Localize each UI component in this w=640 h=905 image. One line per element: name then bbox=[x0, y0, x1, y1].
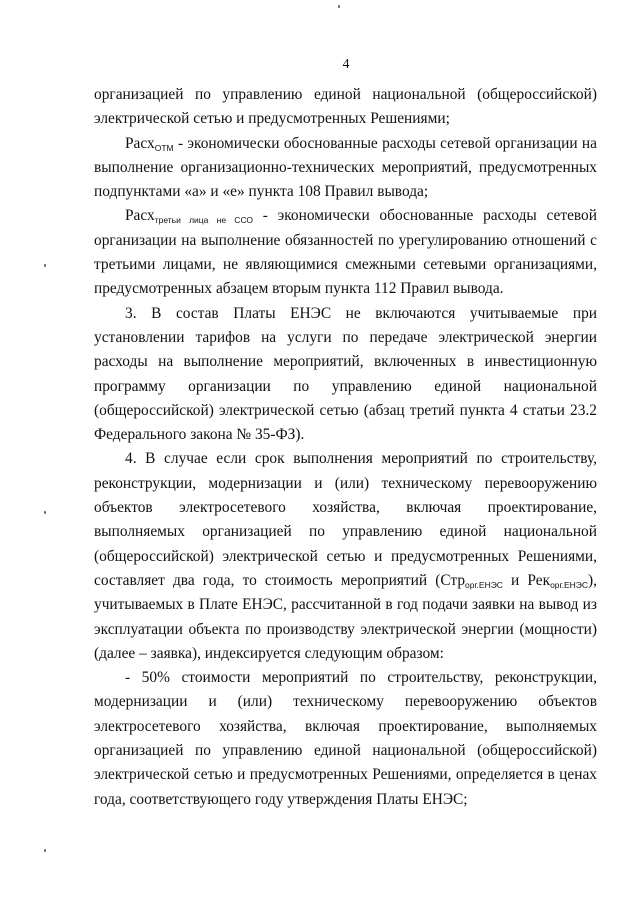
paragraph-rash-otm bbox=[94, 132, 597, 205]
paragraph-bullet-50-percent: - 50% стоимости мероприятий по строительству, реконструкции, модернизации и (или) техническому перевооружению объектов электросетевого хозяйства, включая проектирование, выполняемых организацией по управлению единой национальной (общероссийской) электрической сетью и предусмотренных Решениями, определяется в ценах года, соответствующего году утверждения Платы ЕНЭС; bbox=[94, 669, 597, 808]
paragraph-item-3: 3. В состав Платы ЕНЭС не включаются учитываемые при установлении тарифов на услуги по передаче электрической энергии расходы на выполнение мероприятий, включенных в инвестиционную программу организации по управлению единой национальной (общероссийской) электрической сетью (абзац третий пункта 4 статьи 23.2 Федерального закона № 35-ФЗ). bbox=[94, 304, 597, 444]
scan-dot bbox=[338, 5, 340, 8]
paragraph-text: ), учитываемых в Плате ЕНЭС, рассчитанной в год подачи заявки на вывод из эксплуатации объекта по производству электрической энергии (мощности) (далее – заявка), индексируется следующим образом: bbox=[94, 571, 597, 662]
formula-symbol: Стр bbox=[440, 571, 466, 589]
page-number: 4 bbox=[342, 57, 350, 72]
paragraph-item-4 bbox=[94, 447, 597, 666]
paragraph-text: 4. В случае если срок выполнения мероприятий по строительству, реконструкции, модернизации и (или) техническому перевооружению объектов электросетевого хозяйства, включая проектирование, выполняемых организацией по управлению единой национальной (общероссийской) электрической сетью и предусмотренных Решениями, составляет два года, то стоимость мероприятий ( bbox=[94, 450, 597, 589]
paragraph-rash-third-parties bbox=[94, 204, 597, 301]
formula-subscript: ОТМ bbox=[154, 142, 174, 153]
formula-subscript: орг.ЕНЭС bbox=[550, 579, 589, 590]
formula-subscript: третьи лица не ССО bbox=[154, 215, 254, 226]
paragraph-text: - экономически обоснованные расходы сетевой организации на выполнение обязанностей по урегулированию отношений с третьими лицами, не являющимися смежными сетевыми организациями, предусмотренных абзацем вторым пункта 112 Правил вывода. bbox=[94, 207, 597, 298]
scan-dot bbox=[44, 849, 46, 852]
scan-dot bbox=[44, 511, 46, 514]
paragraph-text: и bbox=[502, 571, 528, 589]
formula-symbol: Рек bbox=[527, 571, 551, 589]
paragraph-continuation: организацией по управлению единой национальной (общероссийской) электрической сетью и предусмотренных Решениями; bbox=[94, 86, 597, 128]
formula-symbol: Расх bbox=[125, 134, 155, 152]
paragraph-text: - экономически обоснованные расходы сетевой организации на выполнение организационно-технических мероприятий, предусмотренных подпунктами «а» и «е» пункта 108 Правил вывода; bbox=[94, 134, 597, 201]
formula-subscript: орг.ЕНЭС bbox=[465, 579, 503, 590]
scan-dot bbox=[44, 264, 46, 267]
document-body bbox=[94, 83, 597, 812]
formula-symbol: Расх bbox=[125, 207, 155, 225]
